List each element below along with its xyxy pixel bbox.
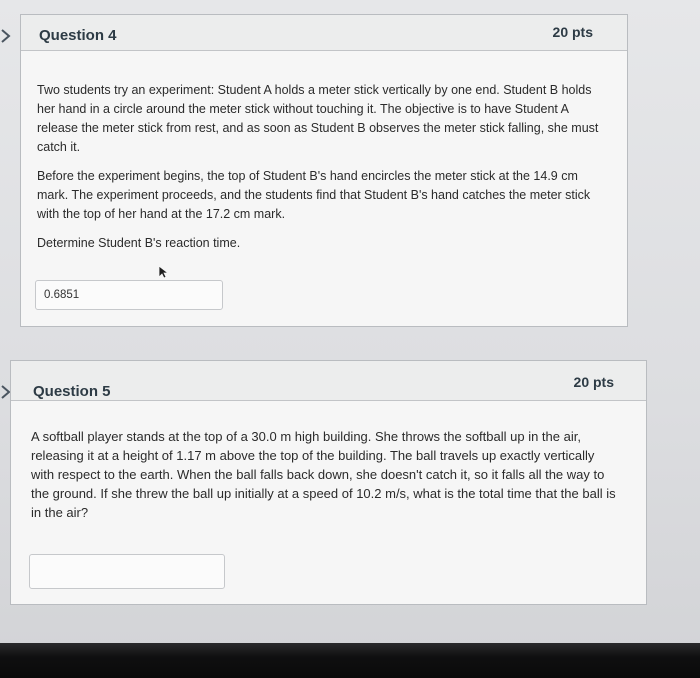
- question-4-answer-input[interactable]: 0.6851: [35, 280, 223, 310]
- question-4-title: Question 4: [39, 27, 117, 44]
- question-4-paragraph: Before the experiment begins, the top of Student B's hand encircles the meter stick at the 14.9 cm mark. The experiment proceeds, and the students find that Student B's hand catches the meter stick with the top of her hand at the 17.2 cm mark.: [37, 169, 591, 221]
- question-5-header: [11, 361, 646, 401]
- question-4-paragraph: Determine Student B's reaction time.: [37, 236, 241, 250]
- question-4-paragraph: Two students try an experiment: Student A holds a meter stick vertically by one end. Student B holds her hand in a circle around the meter stick without touching it. The objective is to have Student A release the meter stick from rest, and as soon as Student B observes the meter stick falling, she must catch it.: [37, 83, 599, 154]
- question-5-title: Question 5: [33, 383, 111, 400]
- question-4-points: 20 pts: [552, 24, 593, 40]
- screen-bottom-edge: [0, 643, 700, 678]
- question-5-paragraph: A softball player stands at the top of a 30.0 m high building. She throws the softball up in the air, releasing it at a height of 1.17 m above the top of the building. The ball travels up exactly vertically with respect to the earth. When the ball falls back down, she doesn't catch it, so it falls all the way to the ground. If she threw the ball up initially at a speed of 10.2 m/s, what is the total time that the ball is in the air?: [31, 429, 616, 520]
- question-4-body: [37, 81, 605, 263]
- question-5-card: [10, 360, 647, 605]
- question-5-points: 20 pts: [573, 374, 614, 390]
- question-4-header: [21, 15, 627, 51]
- question-5-answer-input[interactable]: [29, 554, 225, 589]
- question-5-body: [31, 427, 621, 532]
- mouse-cursor-icon: [157, 265, 169, 284]
- question-4-card: [20, 14, 628, 327]
- question-4-nav-arrow-icon[interactable]: [0, 28, 16, 44]
